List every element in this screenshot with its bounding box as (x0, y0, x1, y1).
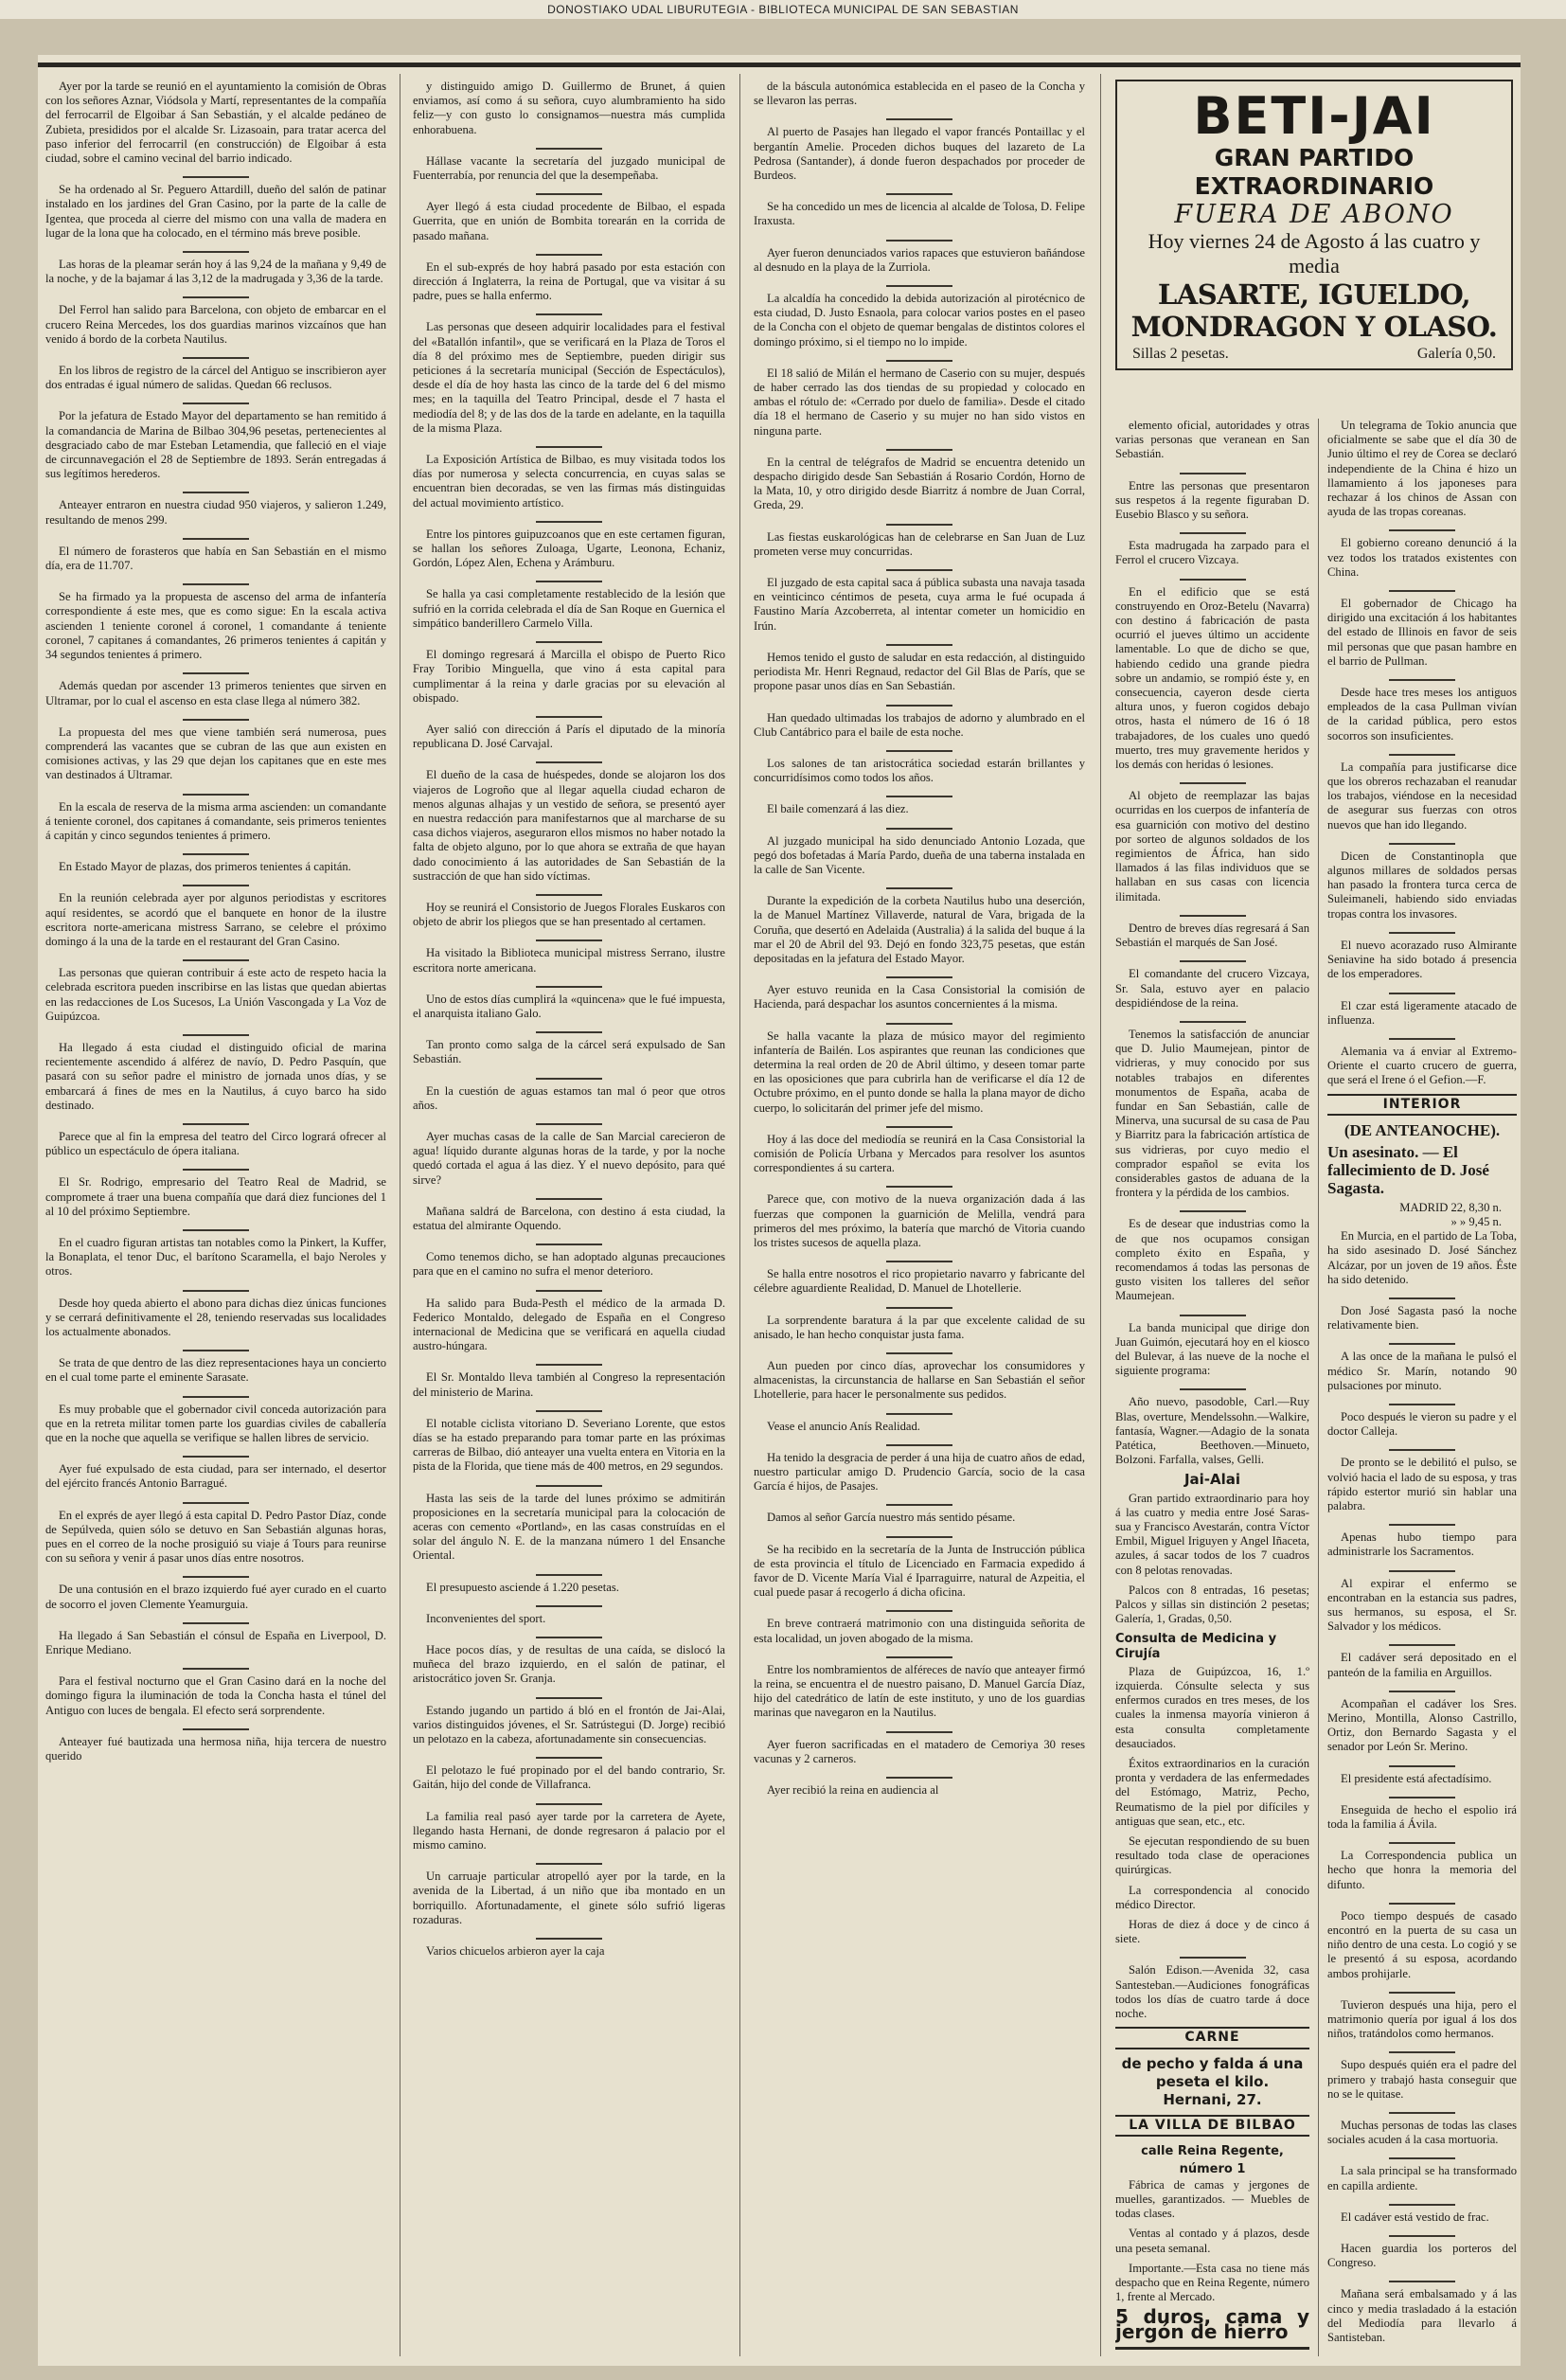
separator (754, 972, 1085, 978)
news-paragraph: Es de desear que industrias como la de que nos ocupamos consigan completo éxito en España, y recomendamos á todas las personas de gusto visiten los talleres del señor Maumejean. (1115, 1217, 1309, 1303)
news-paragraph: Han quedado ultimadas los trabajos de adorno y alumbrado en el Club Cantábrico para el baile de esta noche. (754, 710, 1085, 739)
news-paragraph: Del Ferrol han salido para Barcelona, con objeto de embarcar en el crucero Reina Mercedes, los dos guardias marinos vizcaínos que han venido á bordo de la corbeta Nautilus. (45, 303, 386, 346)
news-paragraph: El 18 salió de Milán el hermano de Caserio con su mujer, después de haber cerrado las dos tiendas de su propiedad y colocado en ambas el rótulo de: «Cerrado por duelo de familia». Desde el citado día 18 el hermano de Caserio y su mujer no han sido vistos en ninguna parte. (754, 366, 1085, 438)
news-paragraph: Hoy á las doce del mediodía se reunirá en la Casa Consistorial la comisión de Policía Urbana y Mercados para resolver los asuntos correspondientes á su cartera. (754, 1132, 1085, 1175)
separator (754, 188, 1085, 195)
news-paragraph: Para el festival nocturno que el Gran Casino dará en la noche del domingo figura la iluminación de toda la Concha hasta el túnel del Antiguo con luces de bengala. El efecto será sorprendente. (45, 1674, 386, 1717)
news-paragraph: El presupuesto asciende á 1.220 pesetas. (426, 1580, 619, 1594)
separator (413, 1193, 725, 1200)
news-paragraph: Uno de estos días cumplirá la «quincena» que le fué impuesta, el anarquista italiano Galo. (413, 992, 725, 1020)
news-paragraph: Estando jugando un partido á bló en el frontón de Jai-Alai, varios distinguidos jóvenes, el Sr. Satrústegui (D. Jorge) recibió un pelotazo en la cabeza, afortunadamente sin consecuencias. (413, 1703, 725, 1746)
news-paragraph: El dueño de la casa de huéspedes, donde se alojaron los dos viajeros de Logroño que al llegar aquella ciudad echaron de menos algunas alhajas y un vestido de señora, se presentó ayer en nuestra redacción para manifestarnos que al marcharse de su casa dichos viajeros, aseguraron ellos mismos no haber notado la falta de objeto alguno, por lo que ahora se extraña de que hayan dado conocimiento á las autoridades de San Sebastián de la sustracción de que han sido víctimas. (413, 768, 725, 883)
news-block (1115, 419, 1309, 1467)
news-paragraph: Tenemos la satisfacción de anunciar que D. Julio Maumejean, pintor de vidrieras, y muy conocido por sus notables trabajos en diferentes monumentos de España, acaba de fundar en San Sebastián, calle de Minerva, una sucursal de su casa de Pau y Biarritz para la fabricación artística de sus vidrieras, por cuyo medio el comprador español se evita los considerables gastos de aduana de la frontera y la pérdida de los cambios. (1115, 1027, 1309, 1200)
separator (754, 355, 1085, 362)
villa-text-3: Importante.—Esta casa no tiene más despacho que en Reina Regente, número 1, frente al Mercado. (1115, 2261, 1309, 2304)
jai-alai-text: Gran partido extraordinario para hoy á las cuatro y media entre José Saras-sua y Francisco Avestarán, contra Víctor Embil, Miguel Iriguyen y Angel Iñaceta, azules, á sacar todos de los 7 cuadros con 8 pelotas renovadas. (1115, 1491, 1309, 1577)
separator (1327, 1898, 1517, 1905)
news-paragraph: De una contusión en el brazo izquierdo fué ayer curado en el cuarto de socorro el joven Clemente Yeamurguia. (45, 1583, 386, 1611)
news-paragraph: Inconvenientes del sport. (426, 1611, 546, 1625)
separator (754, 639, 1085, 646)
news-paragraph: elemento oficial, autoridades y otras varias personas que veranean en San Sebastián. (1115, 419, 1309, 461)
interior-heading: INTERIOR (1327, 1094, 1517, 1116)
news-paragraph: Desde hace tres meses los antiguos empleados de la casa Pullman vivían de la caridad pública, pero estos socorros son insuficientes. (1327, 686, 1517, 743)
separator (413, 1632, 725, 1638)
news-paragraph: Al expirar el enfermo se encontraban en la estancia sus padres, sus hermanos, su esposa, el Sr. Salvador y los médicos. (1327, 1576, 1517, 1634)
column-3 (754, 80, 1085, 2353)
villa-text-2: Ventas al contado y á plazos, desde una peseta semanal. (1115, 2227, 1309, 2255)
news-paragraph: Desde hoy queda abierto el abono para dichas diez únicas funciones y se cerrará definitivamente el 28, teniendo reservadas sus localidades los actualmente abonados. (45, 1296, 386, 1338)
separator (413, 1601, 725, 1607)
separator (754, 564, 1085, 571)
separator (45, 1451, 386, 1458)
ad-date-line: Hoy viernes 24 de Agosto á las cuatro y media (1148, 229, 1481, 277)
separator (754, 444, 1085, 451)
separator (754, 1531, 1085, 1538)
separator (1115, 778, 1309, 784)
consulta-text-4: La correspondencia al conocido médico Director. (1115, 1883, 1309, 1911)
separator (1327, 525, 1517, 531)
news-paragraph: Entre las personas que presentaron sus respetos á la regente figuraban D. Eusebio Blasco y su señora. (1115, 478, 1309, 522)
news-paragraph: Al juzgado municipal ha sido denunciado Antonio Lozada, que pegó dos bofetadas á María Pardo, dueña de una taberna instalada en la calle de San Vicente. (754, 833, 1085, 876)
separator (1115, 574, 1309, 581)
separator (413, 757, 725, 763)
news-paragraph: En el exprés de ayer llegó á esta capital D. Pedro Pastor Díaz, conde de Sepúlveda, quien sólo se detuvo en San Sebastián algunas horas, pues en el correo de la noche prosiguió su viaje á Tours para reunirse con su señora y venir á pasar unos días entre nosotros. (45, 1508, 386, 1566)
separator (754, 1256, 1085, 1262)
news-paragraph: Esta madrugada ha zarpado para el Ferrol el crucero Vizcaya. (1115, 539, 1309, 567)
separator (1327, 1033, 1517, 1040)
separator (413, 1239, 725, 1245)
separator (413, 935, 725, 941)
column-2 (413, 80, 725, 2353)
news-paragraph: El presidente está afectadísimo. (1341, 1771, 1492, 1785)
separator (413, 981, 725, 988)
separator (45, 1663, 386, 1670)
separator (45, 398, 386, 404)
news-paragraph: Por la jefatura de Estado Mayor del departamento se han remitido á la comandancia de Marina de Bilbao 304,96 pesetas, pertenecientes al desgraciado cabo de mar Esteban Letamendia, que falleció en el viaje de circunnavegación el 28 de Septiembre de 1893. Serán entregadas á sus legítimos herederos. (45, 409, 386, 481)
news-paragraph: Parece que al fin la empresa del teatro del Circo logrará ofrecer al público un espectáculo de ópera italiana. (45, 1129, 386, 1158)
news-block (1327, 419, 1517, 1088)
news-paragraph: El gobierno coreano denunció á la vez todos los tratados existentes con China. (1327, 536, 1517, 579)
column-4-right (1327, 419, 1517, 2351)
news-paragraph: La compañía para justificarse dice que los obreros rechazaban el reanudar los trabajos, viéndose en la necesidad de asegurar sus fuerzas con otros nuevos que han ido llegando. (1327, 760, 1517, 832)
news-paragraph: Alemania va á enviar al Extremo-Oriente el cuarto crucero de guerra, que será el Irene ó el Gefion.—F. (1327, 1044, 1517, 1087)
news-paragraph: A las once de la mañana le pulsó el médico Sr. Marín, notando 90 pulsaciones por minuto. (1327, 1350, 1517, 1392)
ad-price-seats: Sillas 2 pesetas. (1132, 346, 1229, 362)
separator (45, 246, 386, 253)
separator (45, 1391, 386, 1398)
interior-headline: Un asesinato. — El fallecimiento de D. José Sagasta. (1327, 1142, 1489, 1197)
separator (45, 487, 386, 493)
separator (1327, 1837, 1517, 1844)
news-paragraph: Es muy probable que el gobernador civil conceda autorización para que en la retreta militar tomen parte los guardias civiles de caballería que en la noche que aquella se verifique se hallen libres de servicio. (45, 1402, 386, 1445)
news-paragraph: Ha visitado la Biblioteca municipal mistress Serrano, ilustre escritora norte americana. (413, 946, 725, 975)
salon-edison: Salón Edison.—Avenida 32, casa Santesteban.—Audiciones fonográficas todos los días de cuatro tarde á doce noche. (1115, 1963, 1309, 2021)
news-paragraph: El cadáver está vestido de frac. (1341, 2210, 1489, 2224)
news-paragraph: Ayer recibió la reina en audiencia al (767, 1783, 939, 1798)
separator (413, 1569, 725, 1576)
news-paragraph: Hoy se reunirá el Consistorio de Juegos Florales Euskaros con objeto de abrir los pliegos que se han presentado al certamen. (413, 900, 725, 929)
news-paragraph: En Murcia, en el partido de La Toba, ha sido asesinado D. José Sánchez Alcázar, por un joven de 19 años. Éste ha sido detenido. (1327, 1229, 1517, 1286)
news-paragraph: Al objeto de reemplazar las bajas ocurridas en los cuerpos de infantería de esa guarnición con motivo del destino por sorteo de algunos soldados de los regimientos de África, han sido llamados á las filas individuos que se hallaban en sus casas con licencia ilimitada. (1115, 789, 1309, 904)
news-paragraph: Tuvieron después una hija, pero el matrimonio quería por igual á los dos niños, tratándolos como hermanos. (1327, 1997, 1517, 2041)
news-paragraph: La Exposición Artística de Bilbao, es muy visitada todos los días por numerosa y selecta concurrencia, en cuyas salas se encuentran bien decoradas, se ven las firmas más distinguidas del actual movimiento artístico. (413, 453, 725, 510)
news-paragraph: Mañana será embalsamado y á las cinco y media trasladado á la estación del Mediodía para llevarlo á Santisteban. (1327, 2287, 1517, 2345)
separator (1327, 1399, 1517, 1405)
separator (754, 1348, 1085, 1354)
separator (1327, 2153, 1517, 2159)
ad-teams: LASARTE, IGUELDO, MONDRAGON Y OLASO. (1130, 278, 1498, 343)
separator (754, 519, 1085, 526)
separator (1327, 1761, 1517, 1767)
news-paragraph: Se ha ordenado al Sr. Peguero Attardill, dueño del salón de patinar instalado en los jardines del Gran Casino, por la parte de la calle de Igentea, que proceda al cierre del mismo con una valla de madera en lugar de la lona que ha colocado, en el término más breve posible. (45, 183, 386, 240)
news-paragraph: Poco tiempo después de casado encontró en la puerta de su casa un niño dentro de una cesta. Lo cogió y se le presentó á su esposa, acordando ambos prohijarle. (1327, 1908, 1517, 1980)
news-paragraph: Hállase vacante la secretaría del juzgado municipal de Fuenterrabía, por renuncia del que la desempeñaba. (413, 153, 725, 183)
separator (754, 1302, 1085, 1309)
separator (413, 1285, 725, 1292)
news-paragraph: La familia real pasó ayer tarde por la carretera de Ayete, llegando hasta Hernani, de donde regresaron á palacio por el mismo camino. (413, 1809, 725, 1852)
news-paragraph: La sala principal se ha transformado en capilla ardiente. (1327, 2164, 1517, 2192)
separator (754, 1121, 1085, 1128)
separator (754, 1499, 1085, 1506)
separator (754, 1652, 1085, 1658)
ad-price-gallery: Galería 0,50. (1416, 346, 1496, 362)
separator (1327, 1444, 1517, 1451)
news-paragraph: Vease el anuncio Anís Realidad. (767, 1419, 920, 1433)
news-paragraph: El cadáver será depositado en el panteón de la familia en Arguillos. (1327, 1651, 1517, 1679)
separator (754, 1181, 1085, 1188)
separator (1327, 585, 1517, 592)
news-paragraph: En el edificio que se está construyendo en Oroz-Betelu (Navarra) con destino á fabricación de pasta ocurrió el jueves último un accidente lamentable. Lo que de dicho se que, habiendo cedido una grande piedra sobre un andamio, se rompió éste y, en consecuencia, cayeron desde cierta altura unos, y fueron cogidos debajo otros, hasta el número de 16 ó 18 trabajadores, de los cuales uno quedó muerto, tres muy gravemente heridos y los demás con heridas ó lesiones. (1115, 584, 1309, 772)
separator (413, 516, 725, 523)
separator (413, 1118, 725, 1125)
separator (413, 1858, 725, 1865)
news-paragraph: En la escala de reserva de la misma arma ascienden: un comandante á teniente coronel, dos capitanes á comandante, seis primeros tenientes á capitán y cinco segundos tenientes á primero. (45, 799, 386, 842)
separator (45, 1285, 386, 1292)
separator (45, 668, 386, 674)
separator (413, 1798, 725, 1805)
separator (413, 711, 725, 718)
news-paragraph: La banda municipal que dirige don Juan Guimón, ejecutará hoy en el kiosco del Bulevar, á las nueve de la noche el siguiente programa: (1115, 1320, 1309, 1378)
news-paragraph: Durante la expedición de la corbeta Nautilus hubo una deserción, la de Manuel Martínez Villaverde, natural de Vara, brigada de la Coruña, que desertó en Adelaida (Australia) á la salida del buque á la mar el 20 de Abril del 93. Dejó en fondo 323,75 pesetas, que están depositadas en la jefatura del Estado Mayor. (754, 894, 1085, 965)
news-paragraph: La propuesta del mes que viene también será numerosa, pues comprenderá las vacantes que se cubran de las que aun existen en comisiones activas, y las 29 que dejan los capitanes que en este mes van destinados á Ultramar. (45, 725, 386, 782)
news-paragraph: En la central de telégrafos de Madrid se encuentra detenido un despacho dirigido desde San Sebastián á Rosario Cordón, Horno de la Mata, 10, y otro dirigido desde Biarritz á nombre de Juan Corral, Greda, 29. (754, 455, 1085, 512)
column-4-left (1115, 419, 1309, 2351)
news-paragraph: De pronto se le debilitó el pulso, se volvió hacia el lado de su esposa, y tras rápido estertor murió sin hablar una palabra. (1327, 1456, 1517, 1512)
news-paragraph: Como tenemos dicho, se han adoptado algunas precauciones para que en el camino no sufra el menor deterioro. (413, 1250, 725, 1279)
news-paragraph: Un carruaje particular atropelló ayer por la tarde, en la avenida de la Libertad, á un niño que iba montado en un borriquillo. Afortunadamente, el ginete sólo sufrió ligeras rozaduras. (413, 1870, 725, 1926)
news-paragraph: Se halla entre nosotros el rico propietario navarro y fabricante del célebre aguardiente Realidad, D. Manuel de Lhotellerie. (754, 1267, 1085, 1296)
separator (1115, 1384, 1309, 1390)
separator (1327, 838, 1517, 845)
separator (1115, 1310, 1309, 1316)
separator (754, 1408, 1085, 1415)
separator (1327, 1293, 1517, 1299)
news-paragraph: Entre los nombramientos de alféreces de navío que anteayer firmó la reina, se encuentra el de nuestro paisano, D. Manuel García Díaz, hijo del catedrático de latín de este instituto, y uno de los guardias marinas que navegaron en la Nautilus. (754, 1662, 1085, 1720)
separator (1115, 956, 1309, 962)
separator (754, 1440, 1085, 1446)
carne-line-2: Hernani, 27. (1163, 2090, 1262, 2108)
telegramas-title (1115, 2350, 1309, 2351)
news-paragraph: Entre los pintores guipuzcoanos que en este certamen figuran, se hallan los señores Zuloaga, Ugarte, Leonona, Echaniz, Gordón, López Alen, Echena y Arámburu. (413, 527, 725, 570)
villa-text: Fábrica de camas y jergones de muelles, garantizados. — Muebles de todas clases. (1115, 2177, 1309, 2221)
separator (45, 579, 386, 585)
news-paragraph: Ayer llegó á esta ciudad procedente de Bilbao, el espada Guerrita, que en unión de Bombita torearán en la corrida de pasado mañana. (413, 200, 725, 242)
separator (413, 1359, 725, 1366)
separator (1115, 910, 1309, 917)
separator (45, 955, 386, 961)
news-paragraph: Parece que, con motivo de la nueva organización dada á las fuerzas que componen la guarnición de Melilla, vendrá para primeros del mes próximo, la batería que marchó de Vitoria cuando los tristes sucesos de aquella plaza. (754, 1192, 1085, 1249)
news-paragraph: El comandante del crucero Vizcaya, Sr. Sala, estuvo ayer en palacio despidiéndose de la reina. (1115, 967, 1309, 1010)
beti-jai-advertisement (1115, 80, 1513, 411)
separator (413, 1027, 725, 1033)
separator (413, 636, 725, 643)
news-paragraph: En la reunión celebrada ayer por algunos periodistas y escritores aquí residentes, se acordó que el banquete en honor de la ilustre escritora norte-americana mistress Sarrano, se celebre el próximo domingo á la una de la tarde en el restaurant del Gran Casino. (45, 891, 386, 948)
news-paragraph: En la cuestión de aguas estamos tan mal ó peor que otros años. (413, 1083, 725, 1112)
news-paragraph: Anteayer entraron en nuestra ciudad 950 viajeros, y salieron 1.249, resultando de menos 299. (45, 498, 386, 527)
news-paragraph: La Correspondencia publica un hecho que honra la memoria del difunto. (1327, 1849, 1517, 1891)
separator (1327, 2199, 1517, 2206)
separator (1327, 2107, 1517, 2114)
separator (45, 1497, 386, 1504)
separator (45, 1164, 386, 1171)
news-paragraph: El nuevo acorazado ruso Almirante Seniavine ha sido botado á presencia de los emperadores. (1327, 938, 1517, 981)
news-paragraph: Además quedan por ascender 13 primeros tenientes que sirven en Ultramar, por lo cual el ascenso en esta clase llega al número 382. (45, 679, 386, 707)
separator (1327, 1338, 1517, 1345)
news-paragraph: Aun pueden por cinco días, aprovechar los consumidores y almacenistas, la circunstancia de hallarse en San Sebastián el señor Lhotellerie, para hacer le personalmente sus pedidos. (754, 1359, 1085, 1402)
separator (1327, 2047, 1517, 2053)
news-paragraph: El número de forasteros que había en San Sebastián en el mismo día, era de 11.707. (45, 544, 386, 573)
separator (1327, 1686, 1517, 1692)
news-paragraph: Ayer por la tarde se reunió en el ayuntamiento la comisión de Obras con los señores Aznar, Viódsola y Martí, representantes de la compañía del ferrocarril de Elgoibar á San Sebastián, y el alcalde pedáneo de Zubieta, presididos por el alcalde Sr. Lizasoain, para tratar acerca del paso inferior del ferrocarril (en construcción) de Elgoibar á esta ciudad, sobre el camino vecinal del barrio indicado. (45, 80, 386, 166)
separator (1327, 2276, 1517, 2282)
library-header: DONOSTIAKO UDAL LIBURUTEGIA - BIBLIOTECA MUNICIPAL DE SAN SEBASTIAN (0, 0, 1566, 19)
news-paragraph: Ayer fué expulsado de esta ciudad, para ser internado, el desertor del ejército francés Antonio Barragué. (45, 1462, 386, 1491)
column-divider (739, 74, 740, 2356)
news-paragraph: Se ha recibido en la secretaría de la Junta de Instrucción pública de esta provincia el título de Licenciado en Farmacia expedido á favor de D. Vicente María Vial é Iparraguirre, natural de Azpeitia, el cual puede pasar á recogerlo á dicha oficina. (754, 1542, 1085, 1600)
separator (45, 1724, 386, 1730)
news-paragraph: El czar está ligeramente atacado de influenza. (1327, 998, 1517, 1027)
jai-alai-heading: Jai-Alai (1183, 1471, 1241, 1489)
news-paragraph: La alcaldía ha concedido la debida autorización al pirotécnico de esta ciudad, D. Justo Esnaola, para colocar varios postes en el paseo de la Concha con el objeto de quemar bengalas de distintos colores el domingo próximo, si el tiempo no lo impide. (754, 292, 1085, 349)
news-paragraph: Ayer salió con dirección á París el diputado de la minoría republicana D. José Carvajal. (413, 722, 725, 751)
separator (754, 1018, 1085, 1025)
separator (1327, 1639, 1517, 1646)
separator (1115, 1016, 1309, 1023)
news-paragraph: Poco después le vieron su padre y el doctor Calleja. (1327, 1409, 1517, 1439)
news-paragraph: En Estado Mayor de plazas, dos primeros tenientes á capitán. (59, 860, 351, 874)
separator (1327, 749, 1517, 756)
separator (413, 889, 725, 896)
news-paragraph: El domingo regresará á Marcilla el obispo de Puerto Rico Fray Toribio Minguella, que vino á esta capital para cumplimentar á la reina y darle gracias por su elevación al obispado. (413, 648, 725, 705)
news-paragraph: Ayer fueron sacrificadas en el matadero de Cemoriya 30 reses vacunas y 2 carneros. (754, 1737, 1085, 1765)
interior-dateline: MADRID 22, 8,30 n. (1399, 1200, 1502, 1214)
news-paragraph: El pelotazo le fué propinado por el del bando contrario, Sr. Gaitán, hijo del conde de Villafranca. (413, 1763, 725, 1792)
interior-dateline-2: » » 9,45 n. (1450, 1214, 1502, 1228)
separator (754, 883, 1085, 889)
news-paragraph: En breve contraerá matrimonio con una distinguida señorita de esta localidad, un joven abogado de la misma. (754, 1617, 1085, 1645)
separator (1327, 927, 1517, 934)
separator (1327, 1987, 1517, 1994)
news-paragraph: Tan pronto como salga de la cárcel será expulsado de San Sebastián. (413, 1038, 725, 1066)
separator (413, 143, 725, 150)
separator (413, 309, 725, 315)
news-paragraph: y distinguido amigo D. Guillermo de Brunet, á quien enviamos, así como á su señora, cuyo alumbramiento ha sido feliz—y con gusto lo consignamos—nuestra más cumplida enhorabuena. (413, 80, 725, 136)
separator (1115, 528, 1309, 534)
separator (413, 1933, 725, 1940)
separator (45, 171, 386, 178)
column-1 (45, 80, 386, 2353)
separator (413, 576, 725, 582)
news-paragraph: En el cuadro figuran artistas tan notables como la Pinkert, la Kuffer, la Bonaplata, el tenor Duc, el barítono Scaramella, el bajo Neroles y otros. (45, 1235, 386, 1279)
separator (1327, 1566, 1517, 1572)
separator (45, 533, 386, 540)
column-divider (1100, 74, 1101, 2356)
news-paragraph: Los salones de tan aristocrática sociedad estarán brillantes y concurridísimos como todos los años. (754, 756, 1085, 785)
separator (754, 791, 1085, 797)
ad-line-2: FUERA DE ABONO (1174, 200, 1454, 229)
interior-text (1327, 1229, 1517, 2345)
news-paragraph: Dentro de breves días regresará á San Sebastián el marqués de San José. (1115, 921, 1309, 950)
news-paragraph: Apenas hubo tiempo para administrarle los Sacramentos. (1327, 1530, 1517, 1559)
separator (45, 1118, 386, 1125)
news-paragraph: Las personas que deseen adquirir localidades para el festival del «Batallón infantil», que se verificará en la Plaza de Toros el día 8 del próximo mes de Septiembre, pueden dirigir sus peticiones á la secretaría municipal (Sección de Espectáculos), desde el día de hoy hasta las cinco de la tarde del 6 del mismo mes; en la taquilla del Teatro Principal, desde el 7 hasta el mediodía del 8; y de las dos de la tarde en adelante, en la taquilla de la misma Plaza. (413, 320, 725, 435)
news-paragraph: El baile comenzará á las diez. (767, 802, 909, 816)
separator (1327, 988, 1517, 994)
separator (45, 880, 386, 886)
news-paragraph: Hemos tenido el gusto de saludar en esta redacción, al distinguido periodista Mr. Henri Regnaud, redactor del Gil Blas de París, que se propone pasar unos días en San Sebastián. (754, 650, 1085, 693)
separator (45, 1225, 386, 1231)
separator (45, 714, 386, 721)
news-paragraph: Varios chicuelos arbieron ayer la caja (426, 1944, 605, 1959)
carne-heading: CARNE (1115, 2027, 1309, 2049)
separator (1115, 468, 1309, 474)
news-paragraph: Al puerto de Pasajes han llegado el vapor francés Pontaillac y el bergantín Amelie. Proceden dichos buques del lazareto de La Pedrosa (Santander), á donde fueron despachados por proceder de Burdeos. (754, 125, 1085, 183)
separator (754, 280, 1085, 287)
separator (45, 352, 386, 359)
separator (45, 292, 386, 298)
top-rule (38, 63, 1521, 67)
separator (754, 1772, 1085, 1779)
news-paragraph: Ha llegado á esta ciudad el distinguido oficial de marina recientemente ascendido á alférez de navío, D. Pedro Pasquín, que pasará con su señor padre el ministro de jornada unos días, y se embarcará á fines de mes en la Nautilus, á cuyo barco ha sido destinado. (45, 1040, 386, 1112)
news-paragraph: Ayer fueron denunciados varios rapaces que estuvieron bañándose al desnudo en la playa de la Zurriola. (754, 245, 1085, 274)
separator (413, 188, 725, 195)
news-paragraph: Se halla vacante la plaza de músico mayor del regimiento infantería de Bailén. Los aspirantes que reunan las condiciones que determina la real orden de 20 de Abril último, y deseen tomar parte en las oposiciones que para cubrirla han de verificarse el día 12 de Octubre próximo, en el punto donde se halla la plana mayor de dicho cuerpo, lo solicitarán del primer jefe del mismo. (754, 1029, 1085, 1115)
separator (1327, 1792, 1517, 1798)
separator (413, 1692, 725, 1699)
news-paragraph: El gobernador de Chicago ha dirigido una excitación á los habitantes del estado de Illinois en favor de seis mil personas que que pasan hambre en el barrio de Pullman. (1327, 597, 1517, 668)
separator (754, 823, 1085, 830)
separator (45, 849, 386, 855)
separator (45, 1029, 386, 1036)
separator (754, 1605, 1085, 1612)
separator (413, 1752, 725, 1759)
column-divider (1318, 419, 1319, 2356)
news-paragraph: Ha salido para Buda-Pesth el médico de la armada D. Federico Montaldo, delegado de España en el Congreso internacional de Medicina que se verificará en aquella ciudad austro-húngara. (413, 1296, 725, 1353)
villa-address: calle Reina Regente, número 1 (1141, 2143, 1284, 2176)
separator (754, 745, 1085, 752)
separator (413, 1480, 725, 1487)
news-paragraph: Un telegrama de Tokio anuncia que oficialmente se sabe que el día 30 de Junio último el rey de Corea se declaró independiente de la China é hizo un llamamiento á los japoneses para rechazar á los chinos de Assan con ayuda de las tropas coreanas. (1327, 419, 1517, 519)
ad-line-1: GRAN PARTIDO EXTRAORDINARIO (1194, 144, 1434, 200)
news-paragraph: Ha tenido la desgracia de perder á una hija de cuatro años de edad, nuestro particular amigo D. Prudencio García, socio de la casa García é hijos, de Pasajes. (754, 1450, 1085, 1494)
consulta-heading: Consulta de Medicina y Cirujía (1115, 1632, 1277, 1661)
separator (45, 1345, 386, 1351)
separator (45, 1618, 386, 1624)
news-paragraph: Ayer estuvo reunida en la Casa Consistorial la comisión de Hacienda, pará despachar los asuntos concernientes á la misma. (754, 983, 1085, 1011)
separator (754, 1727, 1085, 1733)
news-paragraph: El Sr. Montaldo lleva también al Congreso la representación del ministerio de Marina. (413, 1370, 725, 1399)
separator (413, 441, 725, 448)
newspaper-page (38, 55, 1521, 2366)
consulta-text-5: Horas de diez á doce y de cinco á siete. (1115, 1918, 1309, 1946)
news-paragraph: Supo después quién era el padre del primero y trabajó hasta conseguir que no se le quitase. (1327, 2058, 1517, 2101)
news-paragraph: Dicen de Constantinopla que algunos millares de soldados persas han pasado la frontera turca cerca de Suleimaneli, habiendo sido enviadas tropas contra los invasores. (1327, 849, 1517, 921)
separator (754, 235, 1085, 242)
news-paragraph: Ayer muchas casas de la calle de San Marcial carecieron de agua! líquido durante algunas horas de la tarde, y por la noche quedó cortada el agua á las diez. Y el nuevo depósito, para qué sirve? (413, 1129, 725, 1187)
villa-bilbao-heading: LA VILLA DE BILBAO (1115, 2115, 1309, 2137)
news-paragraph: Enseguida de hecho el espolio irá toda la familia á Ávila. (1327, 1802, 1517, 1832)
carne-line-1: de pecho y falda á una peseta el kilo. (1121, 2054, 1304, 2090)
news-paragraph: Muchas personas de todas las clases sociales acuden á la casa mortuoria. (1327, 2119, 1517, 2147)
news-paragraph: Las horas de la pleamar serán hoy á las 9,24 de la mañana y 9,49 de la noche, y de la bajamar á las 3,12 de la madrugada y 3,36 de la tarde. (45, 258, 386, 286)
separator (45, 789, 386, 796)
separator (413, 249, 725, 256)
news-paragraph: Damos al señor García nuestro más sentido pésame. (767, 1511, 1016, 1525)
news-paragraph: Las fiestas euskarológicas han de celebrarse en San Juan de Luz prometen verse muy concurridas. (754, 529, 1085, 558)
news-paragraph: El juzgado de esta capital saca á pública subasta una navaja tasada en veinticinco céntimos de peseta, cuya arma le fué ocupada á Faustino María Azcoberreta, al intentar cometer un homicidio en Irún. (754, 576, 1085, 633)
news-paragraph: Anteayer fué bautizada una hermosa niña, hija tercera de nuestro querido (45, 1734, 386, 1763)
news-paragraph: El notable ciclista vitoriano D. Severiano Lorente, que estos días se ha estado preparando para tomar parte en las próximas carreras de Bilbao, dió anteayer una vuelta entera en Vitoria en la pista de la Florida, que tiene más de 400 metros, en 29 segundos. (413, 1416, 725, 1474)
news-paragraph: La sorprendente baratura á la par que excelente calidad de su anisado, le han hecho conquistar justa fama. (754, 1313, 1085, 1341)
news-paragraph: En el sub-exprés de hoy habrá pasado por esta estación con dirección á Inglaterra, la reina de Portugal, que va visitar á su padre, pues se halla enfermo. (413, 259, 725, 303)
separator (45, 1571, 386, 1578)
news-paragraph: Año nuevo, pasodoble, Carl.—Ruy Blas, overture, Mendelssohn.—Walkire, fantasía, Wagner.—Adagio de la sonata Patética, Beethoven.—Minueto, Bolzoni. Farfalla, valses, Gelli. (1115, 1395, 1309, 1467)
news-paragraph: Hasta las seis de la tarde del lunes próximo se admitirán proposiciones en la secretaría municipal para la colocación de aceras con cemento «Portland», en las casas construídas en el solar del ángulo N. E. de la manzana número 1 del Ensanche Oriental. (413, 1491, 725, 1563)
news-paragraph: Ha llegado á San Sebastián el cónsul de España en Liverpool, D. Enrique Mediano. (45, 1628, 386, 1657)
news-paragraph: Las personas que quieran contribuir á este acto de respeto hacia la celebrada escritora pueden inscribirse en las listas que quedan abiertas en las redacciones de Los Sucesos, La Unión Vascongada y La Voz de Guipúzcoa. (45, 966, 386, 1023)
news-paragraph: El Sr. Rodrigo, empresario del Teatro Real de Madrid, se compromete á traer una buena compañía que dará diez funciones del 1 al 10 del próximo Septiembre. (45, 1175, 386, 1218)
separator (413, 1405, 725, 1412)
beti-jai-title: BETI-JAI (1193, 86, 1435, 146)
separator (1327, 2230, 1517, 2237)
news-paragraph: Hacen guardia los porteros del Congreso. (1327, 2242, 1517, 2270)
villa-price: 5 duros, cama y jergón de hierro (1115, 2305, 1309, 2343)
news-paragraph: de la báscula autonómica establecida en el paseo de la Concha y se llevaron las perras. (754, 80, 1085, 108)
news-paragraph: Acompañan el cadáver los Sres. Merino, Montilla, Alonso Castrillo, Ortiz, don Bernardo Sagasta y el senador por León Sr. Merino. (1327, 1696, 1517, 1754)
news-paragraph: Se trata de que dentro de las diez representaciones haya un concierto en el cual tome parte el eminente Sarasate. (45, 1356, 386, 1385)
consulta-text: Plaza de Guipúzcoa, 16, 1.º izquierda. Cónsulte selecta y sus enfermos curados en tres meses, de los cuales la inmensa mayoría vinieron á esta consulta completamente desauciados. (1115, 1664, 1309, 1750)
separator (1327, 674, 1517, 681)
news-paragraph: Mañana saldrá de Barcelona, con destino á esta ciudad, la estatua del almirante Oquendo. (413, 1204, 725, 1232)
consulta-text-3: Se ejecutan respondiendo de su buen resultado toda clase de operaciones quirúrgicas. (1115, 1834, 1309, 1877)
interior-subheading: (DE ANTEANOCHE). (1344, 1120, 1501, 1139)
separator (754, 700, 1085, 707)
jai-alai-prices: Palcos con 8 entradas, 16 pesetas; Palcos y sillas sin distinción 2 pesetas; Galería, 1, Gradas, 0,50. (1115, 1583, 1309, 1626)
news-paragraph: Se ha concedido un mes de licencia al alcalde de Tolosa, D. Felipe Iraxusta. (754, 200, 1085, 228)
news-paragraph: Se ha firmado ya la propuesta de ascenso del arma de infantería correspondiente á este mes, que es como sigue: En la escala activa ascienden 1 teniente coronel á coronel, 1 comandante á teniente coronel, 7 capitanes á comandantes, 26 primeros tenientes á capitán y 34 segundos tenientes á primero. (45, 590, 386, 662)
news-paragraph: Hace pocos días, y de resultas de una caída, se dislocó la muñeca del brazo izquierdo, en el salón de patinar, el aristocrático joven Sr. Granja. (413, 1643, 725, 1686)
separator (413, 1073, 725, 1080)
news-paragraph: Don José Sagasta pasó la noche relativamente bien. (1327, 1303, 1517, 1333)
news-paragraph: Se halla ya casi completamente restablecido de la lesión que sufrió en la corrida celebrada el día de San Roque en Guernica el simpático banderillero Carmelo Villa. (413, 587, 725, 630)
consulta-text-2: Éxitos extraordinarios en la curación pronta y verdadera de las enfermedades del Estómago, Matriz, Pecho, Reumatismo de la piel por difíciles y antiguas que sean, etc., etc. (1115, 1757, 1309, 1828)
separator (1115, 1206, 1309, 1212)
separator (1327, 1519, 1517, 1526)
news-paragraph: En los libros de registro de la cárcel del Antiguo se inscribieron ayer dos entradas é igual número de salidas. Quedan 66 reclusos. (45, 364, 386, 392)
separator (754, 114, 1085, 120)
